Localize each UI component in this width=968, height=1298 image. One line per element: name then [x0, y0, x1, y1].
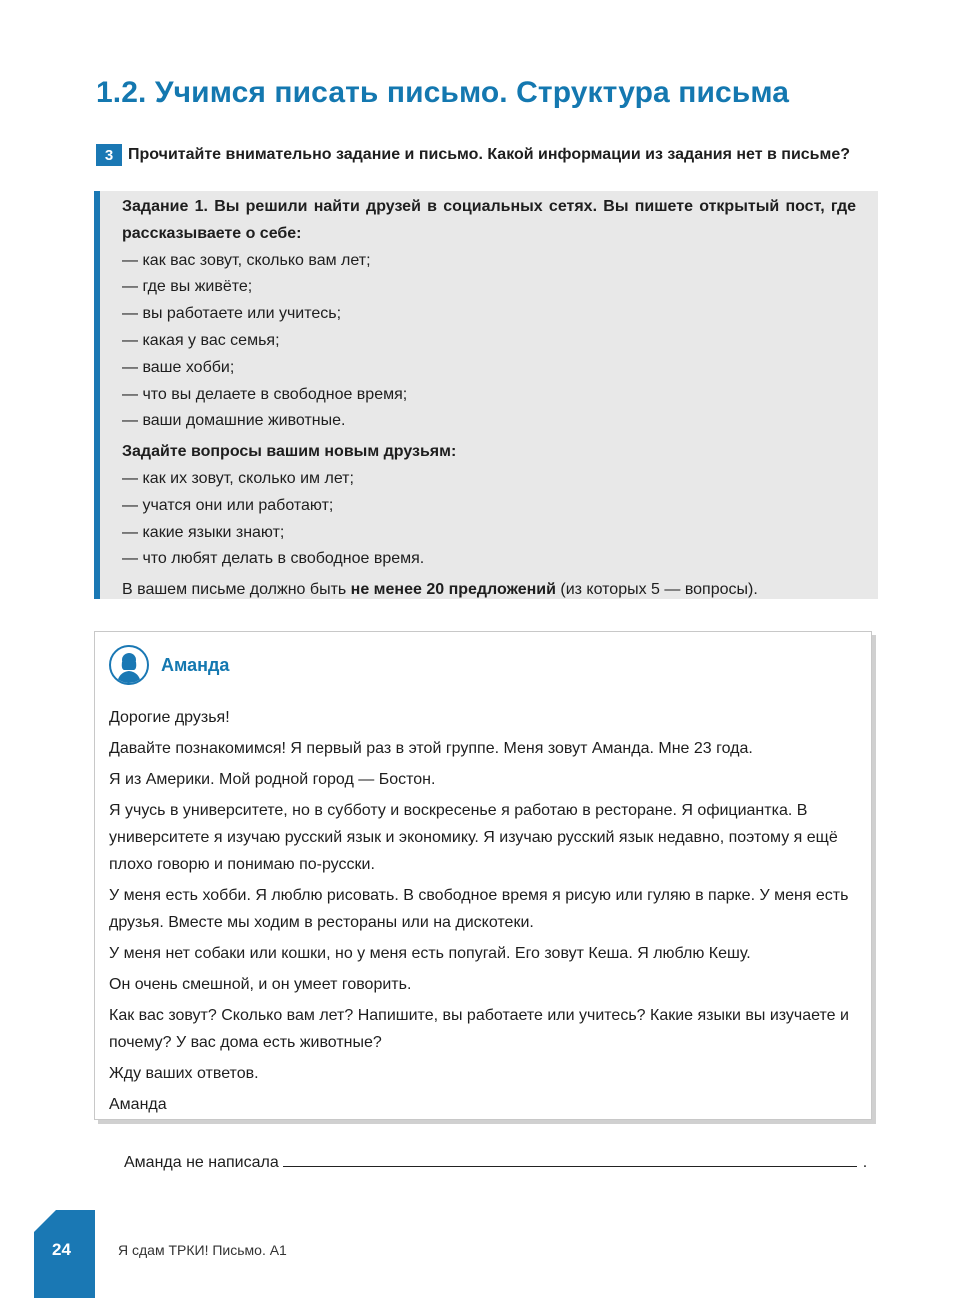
letter-body: [109, 704, 857, 1118]
letter-paragraph: Давайте познакомимся! Я первый раз в этой группе. Меня зовут Аманда. Мне 23 года.: [109, 740, 753, 757]
task-question-item: — какие языки знают;: [122, 523, 285, 541]
task-box: [94, 191, 878, 599]
task-about-item: — ваши домашние животные.: [122, 412, 346, 430]
answer-end-punctuation: .: [862, 1154, 868, 1171]
task-title: Задание 1. Вы решили найти друзей в социальных сетях. Вы пишете открытый пост, где рассказываете о себе:: [122, 198, 856, 242]
exercise-header: [96, 144, 850, 166]
requirement-bold: не менее 20 предложений: [350, 581, 556, 599]
task-question-item: — учатся они или работают;: [122, 496, 334, 514]
task-about-item: — как вас зовут, сколько вам лет;: [122, 251, 371, 269]
user-avatar-icon: [109, 645, 149, 685]
answer-blank-line[interactable]: [283, 1150, 857, 1167]
footer-book-title: Я сдам ТРКИ! Письмо. А1: [118, 1242, 287, 1258]
task-requirement: [122, 577, 856, 604]
exercise-number-badge: 3: [96, 144, 122, 166]
letter-paragraph: Дорогие друзья!: [109, 709, 230, 726]
exercise-instruction: Прочитайте внимательно задание и письмо. Какой информации из задания нет в письме?: [128, 146, 851, 163]
task-about-item: — где вы живёте;: [122, 278, 253, 296]
letter-paragraph: У меня нет собаки или кошки, но у меня есть попугай. Его зовут Кеша. Я люблю Кешу.: [109, 945, 751, 962]
letter-paragraph: Я учусь в университете, но в субботу и воскресенье я работаю в ресторане. Я официантка. В университете я изучаю русский язык и экономику. Я изучаю русский язык недавно, поэтому я ещё плохо говорю и понимаю по-русски.: [109, 802, 838, 873]
letter-paragraph: Он очень смешной, и он умеет говорить.: [109, 976, 412, 993]
requirement-text-start: В вашем письме должно быть: [122, 581, 351, 599]
task-about-item: — вы работаете или учитесь;: [122, 305, 342, 323]
letter-paragraph: У меня есть хобби. Я люблю рисовать. В свободное время я рисую или гуляю в парке. У меня есть друзья. Вместе мы ходим в рестораны или на дискотеки.: [109, 887, 849, 931]
task-about-item: — какая у вас семья;: [122, 331, 280, 349]
task-about-item: — что вы делаете в свободное время;: [122, 385, 408, 403]
answer-prompt: Аманда не написала: [124, 1154, 279, 1171]
letter-paragraph: Как вас зовут? Сколько вам лет? Напишите, вы работаете или учитесь? Какие языки вы изучаете и почему? У вас дома есть животные?: [109, 1007, 849, 1051]
task-about-item: — ваше хобби;: [122, 358, 235, 376]
page-title: 1.2. Учимся писать письмо. Структура письма: [96, 76, 789, 109]
answer-row: [124, 1150, 867, 1172]
task-questions-heading: Задайте вопросы вашим новым друзьям:: [122, 443, 457, 461]
letter-author-name: Аманда: [161, 654, 230, 675]
letter-paragraph: Я из Америки. Мой родной город — Бостон.: [109, 771, 436, 788]
letter-signature: Аманда: [109, 1096, 167, 1113]
requirement-text-end: (из которых 5 — вопросы).: [555, 581, 758, 599]
page-number: 24: [52, 1240, 71, 1259]
letter-card: [94, 631, 872, 1120]
task-question-item: — что любят делать в свободное время.: [122, 550, 425, 568]
letter-paragraph: Жду ваших ответов.: [109, 1065, 259, 1082]
task-question-item: — как их зовут, сколько им лет;: [122, 469, 354, 487]
letter-author-row: [109, 637, 857, 693]
